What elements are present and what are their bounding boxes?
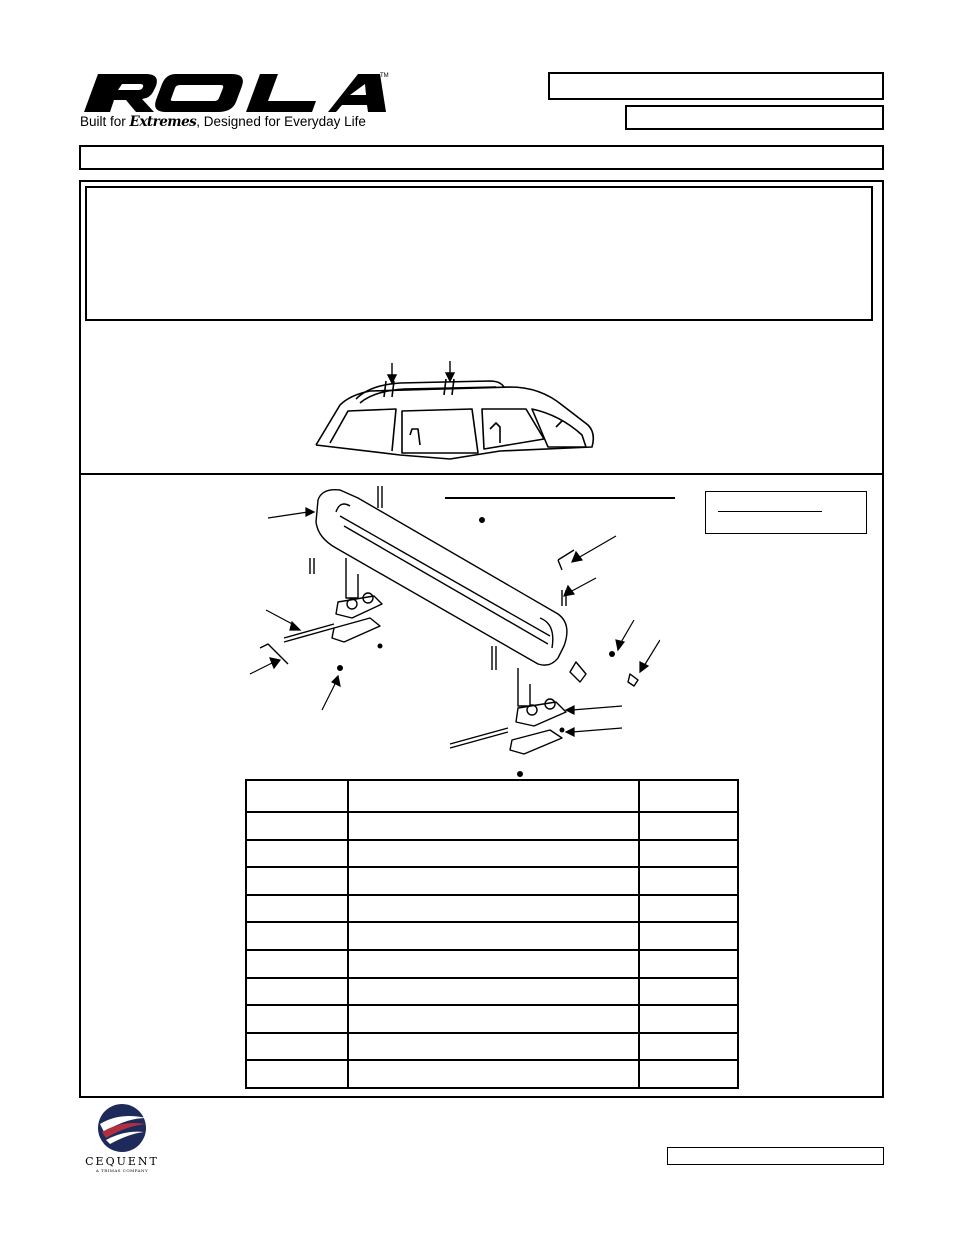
part-number-cell (246, 812, 348, 840)
description-cell (348, 867, 640, 895)
section-divider (79, 473, 884, 475)
description-cell (348, 895, 640, 923)
parts-list-table (245, 779, 739, 1089)
quantity-cell (639, 978, 738, 1006)
description-cell (348, 950, 640, 978)
cequent-emblem (96, 1102, 166, 1154)
warning-notice-box (85, 186, 873, 321)
diagram-legend-box (705, 491, 867, 534)
table-row (246, 895, 738, 923)
cequent-subtitle: A TRIMAS COMPANY (95, 1168, 149, 1173)
description-cell (348, 840, 640, 868)
right-clamp-lower (510, 730, 562, 754)
quantity-cell (639, 895, 738, 923)
quantity-cell (639, 1033, 738, 1061)
header-description (348, 780, 640, 812)
product-number-box (625, 105, 884, 130)
left-clamp-upper (336, 596, 382, 618)
table-row (246, 922, 738, 950)
part-number-cell (246, 922, 348, 950)
tagline-suffix: , Designed for Everyday Life (196, 114, 366, 129)
table-row (246, 840, 738, 868)
exploded-view (240, 478, 660, 778)
quantity-cell (639, 812, 738, 840)
right-mount-post (518, 668, 530, 706)
vehicle-outline (300, 355, 610, 465)
quantity-cell (639, 1060, 738, 1088)
quantity-cell (639, 950, 738, 978)
description-cell (348, 978, 640, 1006)
part-number-cell (246, 950, 348, 978)
logo-tagline (80, 114, 366, 130)
vehicle-illustration (300, 355, 610, 465)
table-header-row (246, 780, 738, 812)
legend-underline (718, 511, 822, 512)
table-row (246, 867, 738, 895)
product-title-box (548, 72, 884, 100)
quantity-cell (639, 1005, 738, 1033)
table-row (246, 1005, 738, 1033)
right-long-bolt (450, 728, 508, 748)
quantity-cell (639, 840, 738, 868)
lock-key-part (628, 674, 638, 686)
part-number-cell (246, 1060, 348, 1088)
table-row (246, 978, 738, 1006)
right-hex-key (558, 550, 574, 570)
exploded-parts-diagram (240, 478, 660, 778)
header-part-number (246, 780, 348, 812)
section-title-bar (79, 145, 884, 170)
part-number-cell (246, 1005, 348, 1033)
description-cell (348, 1060, 640, 1088)
left-clamp-lower (332, 618, 380, 642)
tagline-script: Extremes (129, 114, 197, 130)
trademark-mark: TM (380, 73, 389, 79)
part-number-cell (246, 840, 348, 868)
left-screw (310, 558, 314, 574)
part-number-cell (246, 978, 348, 1006)
end-cap-part (570, 662, 586, 682)
table-row (246, 950, 738, 978)
quantity-cell (639, 922, 738, 950)
table-row (246, 1060, 738, 1088)
tagline-prefix: Built for (80, 114, 130, 129)
part-number-cell (246, 1033, 348, 1061)
description-cell (348, 812, 640, 840)
center-screw (492, 646, 496, 670)
table-row (246, 1033, 738, 1061)
description-cell (348, 922, 640, 950)
cequent-wordmark: CEQUENT (85, 1155, 159, 1168)
rola-logo-mark (80, 70, 390, 114)
description-cell (348, 1005, 640, 1033)
part-number-cell (246, 895, 348, 923)
description-cell (348, 1033, 640, 1061)
table-row (246, 812, 738, 840)
header-quantity (639, 780, 738, 812)
carrier-body (316, 490, 567, 665)
top-bolt (378, 486, 382, 508)
part-number-cell (246, 867, 348, 895)
footer-document-number-box (667, 1147, 884, 1165)
quantity-cell (639, 867, 738, 895)
left-mount-post (346, 558, 358, 598)
